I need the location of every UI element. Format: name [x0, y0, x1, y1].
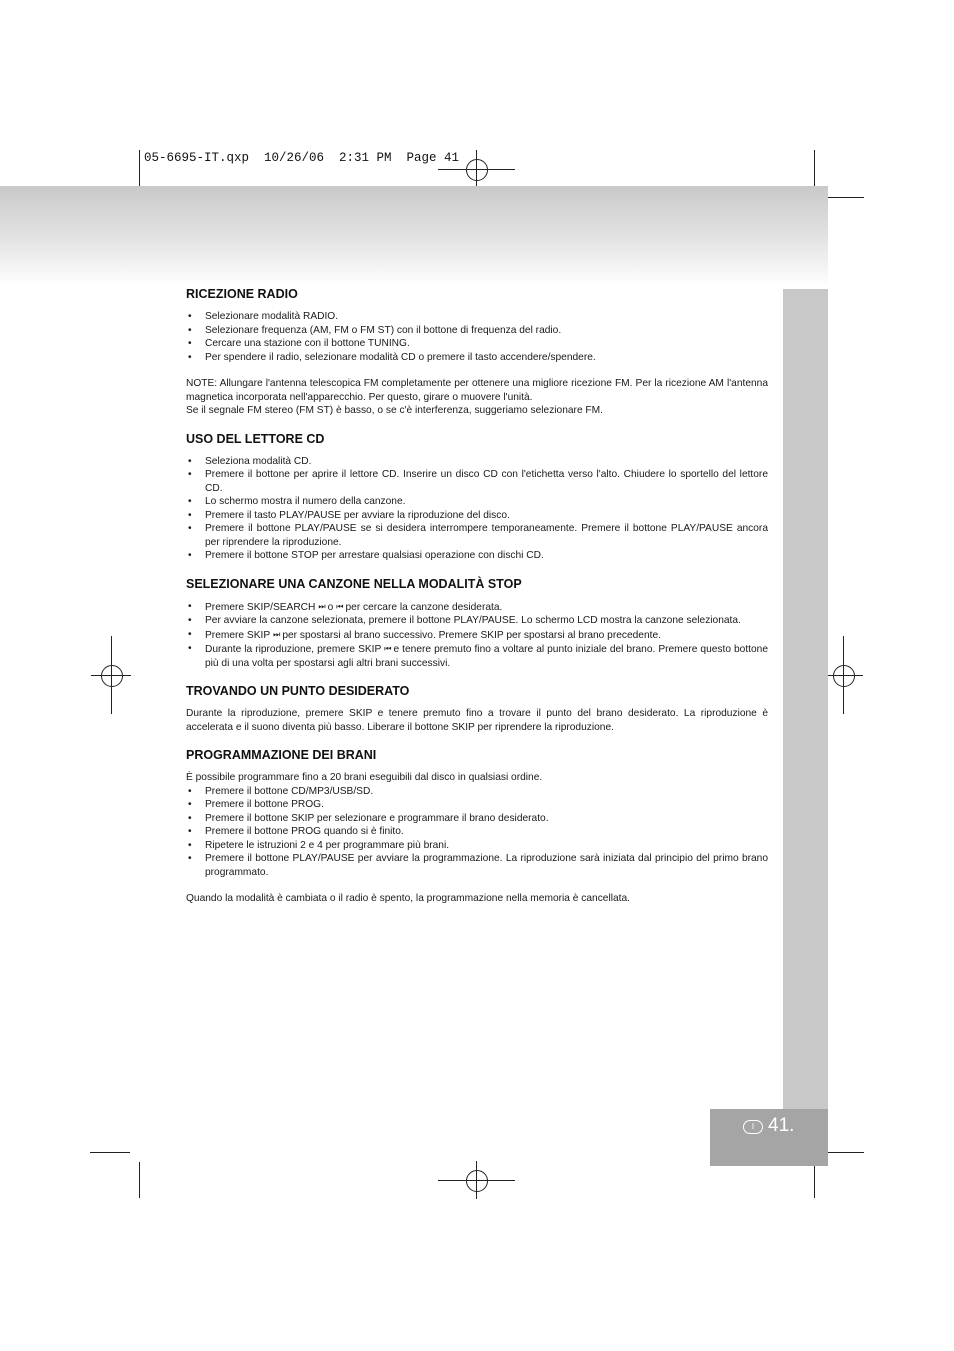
list-item: • Premere SKIP/SEARCH ⏭ o ⏮ per cercare la canzone desiderata.: [186, 600, 768, 615]
crop-mark: [824, 197, 864, 198]
section-title: TROVANDO UN PUNTO DESIDERATO: [186, 684, 410, 698]
list-item: • Premere il bottone STOP per arrestare qualsiasi operazione con dischi CD.: [186, 549, 768, 563]
list-item: • Premere SKIP ⏭ per spostarsi al brano successivo. Premere SKIP per spostarsi al brano precedente.: [186, 628, 768, 643]
language-badge: I: [743, 1120, 763, 1134]
registration-circle: [101, 665, 123, 687]
body-paragraph: È possibile programmare fino a 20 brani eseguibili dal disco in qualsiasi ordine.: [186, 772, 543, 783]
list-item: • Selezionare modalità RADIO.: [186, 310, 768, 324]
crop-mark: [814, 150, 815, 186]
list-item: • Lo schermo mostra il numero della canzone.: [186, 495, 768, 509]
skip-next-icon: ⏭: [318, 601, 325, 611]
list-item: • Premere il tasto PLAY/PAUSE per avviare la riproduzione del disco.: [186, 509, 768, 523]
list-item: • Seleziona modalità CD.: [186, 455, 768, 469]
crop-mark: [814, 1162, 815, 1198]
list-item: • Per avviare la canzone selezionata, premere il bottone PLAY/PAUSE. Lo schermo LCD mostra la canzone selezionata.: [186, 614, 768, 628]
footer-paragraph: Quando la modalità è cambiata o il radio è spento, la programmazione nella memoria è cancellata.: [186, 893, 630, 904]
list-item: • Premere il bottone PROG quando si è finito.: [186, 825, 768, 839]
list-item: • Ripetere le istruzioni 2 e 4 per programmare più brani.: [186, 839, 768, 853]
list-item: • Per spendere il radio, selezionare modalità CD o premere il tasto accendere/spendere.: [186, 351, 768, 365]
list-item: • Premere il bottone PLAY/PAUSE per avviare la programmazione. La riproduzione sarà iniziata dal principio del primo brano programmato.: [186, 852, 768, 879]
section-title: SELEZIONARE UNA CANZONE NELLA MODALITÀ STOP: [186, 576, 522, 591]
skip-next-icon: ⏭: [273, 629, 280, 639]
page-number-box: [710, 1109, 828, 1166]
crop-mark: [90, 1152, 130, 1153]
skip-prev-icon: ⏮: [384, 644, 391, 653]
bullet-list: [186, 455, 768, 563]
section-title: USO DEL LETTORE CD: [186, 431, 325, 446]
crop-mark: [139, 1162, 140, 1198]
file-slug: 05-6695-IT.qxp 10/26/06 2:31 PM Page 41: [144, 151, 460, 165]
page-number: 41.: [768, 1115, 795, 1136]
list-item: • Durante la riproduzione, premere SKIP ⏮ e tenere premuto fino a voltare al punto iniziale del brano. Premere questo bottone più di una volta per spostarsi agli altri brani successivi.: [186, 642, 768, 670]
list-item: • Premere il bottone per aprire il lettore CD. Inserire un disco CD con l'etichetta verso l'alto. Chiudere lo sportello del lettore CD.: [186, 468, 768, 495]
list-item: • Premere il bottone PROG.: [186, 798, 768, 812]
section-programming: [186, 747, 768, 906]
skip-prev-icon: ⏮: [336, 601, 343, 611]
list-item: • Premere il bottone CD/MP3/USB/SD.: [186, 785, 768, 799]
section-select-song-stop: [186, 576, 768, 671]
list-item: • Selezionare frequenza (AM, FM o FM ST) con il bottone di frequenza del radio.: [186, 324, 768, 338]
bullet-list: [186, 785, 768, 880]
bullet-list: [186, 600, 768, 671]
body-paragraph: Durante la riproduzione, premere SKIP e tenere premuto fino a trovare il punto del brano desiderato. La riproduzione è accelerata e il suono diventa più basso. Liberare il bottone SKIP per riprendere la riproduzione.: [186, 708, 768, 733]
crop-mark: [139, 150, 140, 186]
note-paragraph: Se il segnale FM stereo (FM ST) è basso, o se c'è interferenza, suggeriamo selezionare FM.: [186, 405, 603, 416]
list-item: • Premere il bottone SKIP per selezionare e programmare il brano desiderato.: [186, 812, 768, 826]
list-item: • Cercare una stazione con il bottone TUNING.: [186, 337, 768, 351]
section-title: PROGRAMMAZIONE DEI BRANI: [186, 748, 377, 762]
note-paragraph: NOTE: Allungare l'antenna telescopica FM completamente per ottenere una migliore ricezione FM. Per la ricezione AM l'antenna magnetica incorporata nell'apparecchio. Per questo, girare o muovere l'unità.: [186, 378, 768, 403]
list-item: • Premere il bottone PLAY/PAUSE se si desidera interrompere temporaneamente. Premere il bottone PLAY/PAUSE ancora per riprendere la riproduzione.: [186, 522, 768, 549]
side-tab-bar: [783, 289, 828, 1109]
section-radio: [186, 286, 768, 418]
section-title: RICEZIONE RADIO: [186, 287, 298, 301]
header-gradient-band: [0, 186, 828, 286]
crop-mark: [824, 1152, 864, 1153]
registration-circle: [466, 159, 488, 181]
bullet-list: [186, 310, 768, 364]
registration-circle: [833, 665, 855, 687]
section-cd-player: [186, 431, 768, 563]
registration-circle: [466, 1170, 488, 1192]
main-content: [186, 286, 768, 919]
section-find-point: [186, 683, 768, 734]
